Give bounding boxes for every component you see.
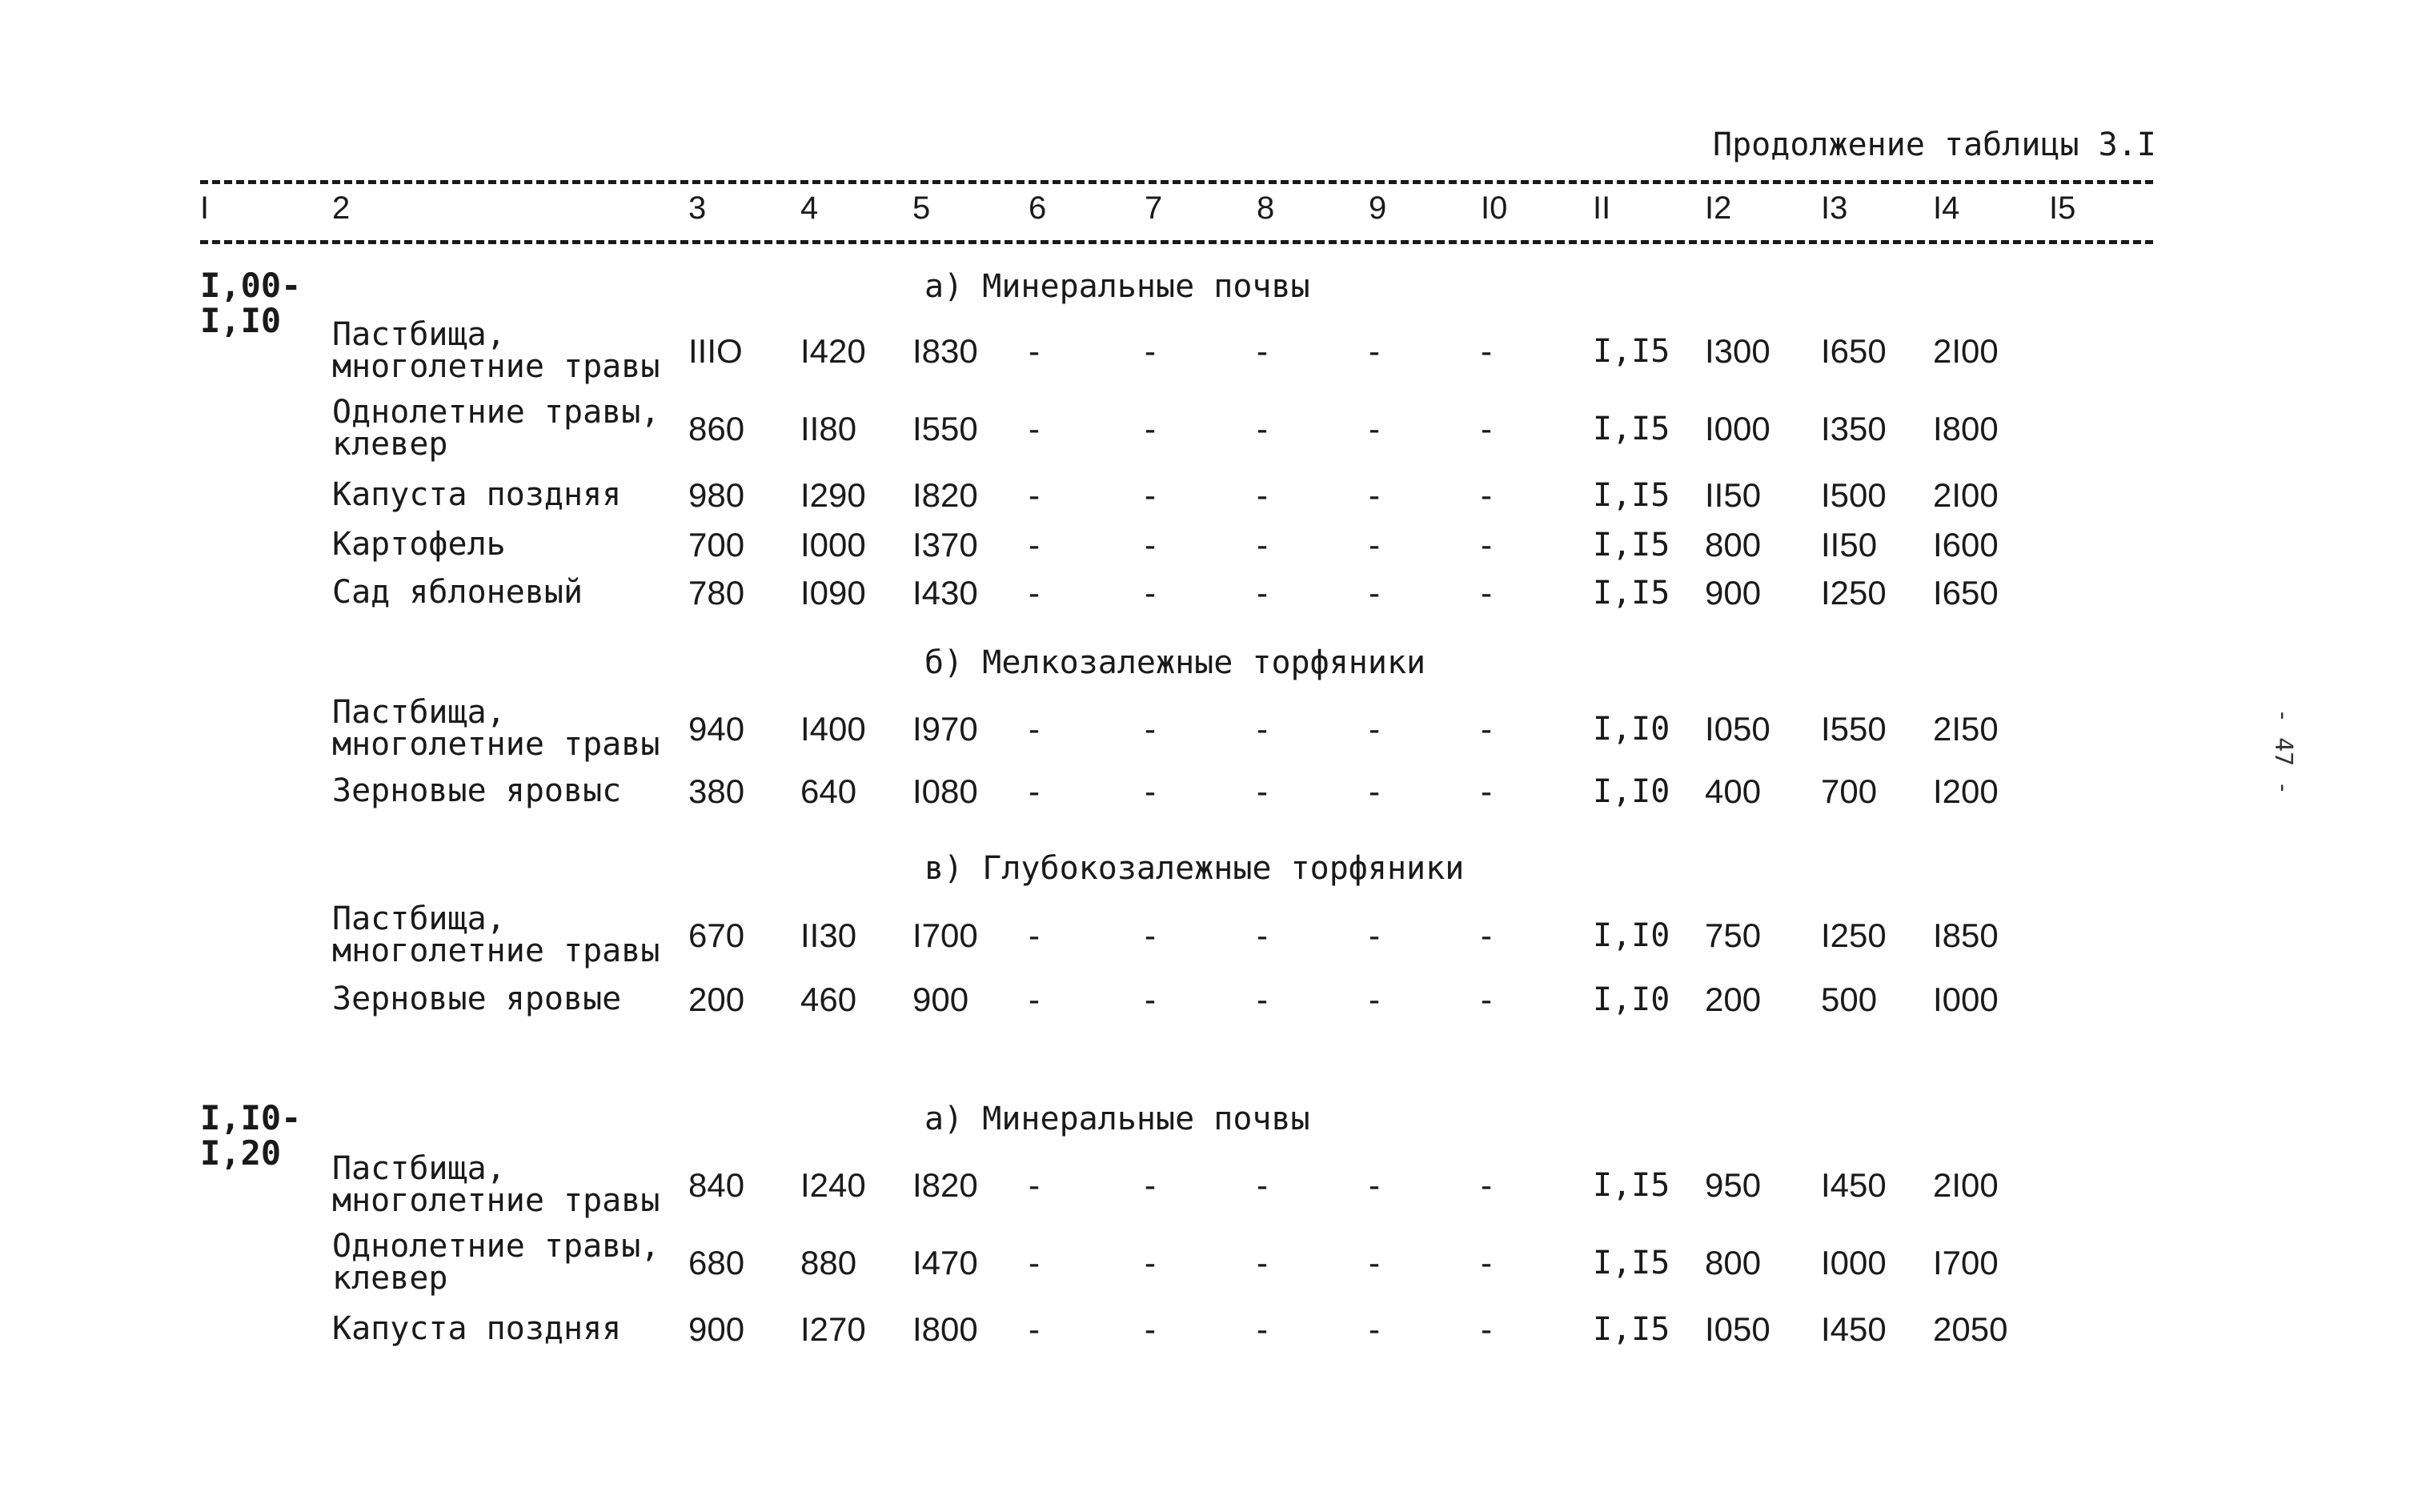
table-cell: - bbox=[1257, 710, 1268, 748]
table-cell: - bbox=[1145, 526, 1156, 563]
table-cell: - bbox=[1369, 710, 1380, 748]
table-cell: IIIO bbox=[688, 332, 743, 370]
table-cell: - bbox=[1369, 772, 1380, 810]
table-cell: - bbox=[1481, 476, 1492, 514]
row-crop-name: Пастбища, многолетние травы bbox=[332, 1150, 660, 1219]
table-cell: - bbox=[1029, 772, 1040, 810]
table-cell: 700 bbox=[1821, 772, 1878, 810]
table-cell: I700 bbox=[912, 916, 978, 954]
column-header: I5 bbox=[2049, 191, 2076, 226]
table-cell: I830 bbox=[912, 332, 978, 370]
table-cell: - bbox=[1369, 1166, 1380, 1204]
table-row bbox=[0, 1297, 2410, 1361]
table-cell: I550 bbox=[912, 410, 978, 447]
table-cell: I,I5 bbox=[1593, 1311, 1670, 1348]
section-title: б) Мелкозалежные торфяники bbox=[924, 644, 1426, 681]
table-cell: I500 bbox=[1821, 476, 1887, 514]
table-cell: 750 bbox=[1705, 916, 1762, 954]
table-cell: - bbox=[1029, 710, 1040, 748]
table-cell: I000 bbox=[1705, 410, 1770, 447]
table-cell: I090 bbox=[800, 574, 866, 612]
column-header: I4 bbox=[1933, 191, 1960, 226]
table-row bbox=[0, 1150, 2410, 1219]
row-crop-name: Пастбища, многолетние травы bbox=[332, 900, 660, 969]
table-cell: 940 bbox=[688, 710, 745, 748]
table-cell: 880 bbox=[800, 1244, 857, 1281]
table-cell: I550 bbox=[1821, 710, 1887, 748]
table-cell: - bbox=[1145, 1244, 1156, 1281]
row-crop-name: Картофель bbox=[332, 526, 506, 563]
table-cell: II80 bbox=[800, 410, 857, 447]
row-crop-name: Зерновые яровыс bbox=[332, 772, 622, 809]
table-cell: II30 bbox=[800, 916, 857, 954]
table-cell: 200 bbox=[688, 981, 745, 1018]
table-cell: - bbox=[1369, 410, 1380, 447]
table-cell: - bbox=[1029, 332, 1040, 370]
table-cell: I700 bbox=[1933, 1244, 1999, 1281]
table-cell: II50 bbox=[1705, 476, 1762, 514]
table-cell: - bbox=[1369, 526, 1380, 563]
table-cell: - bbox=[1029, 916, 1040, 954]
column-header: 7 bbox=[1145, 191, 1163, 226]
table-cell: I240 bbox=[800, 1166, 866, 1204]
table-cell: - bbox=[1029, 1166, 1040, 1204]
table-cell: I820 bbox=[912, 1166, 978, 1204]
table-cell: - bbox=[1145, 332, 1156, 370]
table-cell: - bbox=[1029, 1310, 1040, 1348]
table-cell: I200 bbox=[1933, 772, 1999, 810]
column-header: 2 bbox=[332, 191, 351, 226]
table-cell: I270 bbox=[800, 1310, 866, 1348]
table-cell: - bbox=[1257, 574, 1268, 612]
table-cell: 800 bbox=[1705, 526, 1762, 563]
table-cell: - bbox=[1257, 332, 1268, 370]
table-row bbox=[0, 316, 2410, 385]
column-header: I3 bbox=[1821, 191, 1848, 226]
table-cell: I820 bbox=[912, 476, 978, 514]
table-cell: 2I00 bbox=[1933, 332, 1999, 370]
table-cell: - bbox=[1481, 410, 1492, 447]
table-cell: I,I5 bbox=[1593, 527, 1670, 563]
table-cell: - bbox=[1369, 916, 1380, 954]
header-top-rule bbox=[200, 180, 2153, 184]
table-cell: I,I0 bbox=[1593, 711, 1670, 748]
column-header: 5 bbox=[912, 191, 931, 226]
table-cell: I250 bbox=[1821, 916, 1887, 954]
table-cell: - bbox=[1145, 1310, 1156, 1348]
table-cell: I450 bbox=[1821, 1166, 1887, 1204]
table-cell: - bbox=[1029, 476, 1040, 514]
table-cell: 2I00 bbox=[1933, 1166, 1999, 1204]
table-cell: - bbox=[1029, 410, 1040, 447]
table-cell: 2I50 bbox=[1933, 710, 1999, 748]
table-row bbox=[0, 694, 2410, 763]
table-cell: - bbox=[1145, 410, 1156, 447]
table-cell: I350 bbox=[1821, 410, 1887, 447]
table-cell: - bbox=[1369, 1244, 1380, 1281]
table-cell: 670 bbox=[688, 916, 745, 954]
table-cell: I800 bbox=[1933, 410, 1999, 447]
table-cell: I,I5 bbox=[1593, 1167, 1670, 1204]
table-cell: - bbox=[1481, 916, 1492, 954]
table-cell: 680 bbox=[688, 1244, 745, 1281]
table-cell: - bbox=[1145, 1166, 1156, 1204]
table-cell: II50 bbox=[1821, 526, 1878, 563]
column-header: I0 bbox=[1481, 191, 1508, 226]
row-crop-name: Пастбища, многолетние травы bbox=[332, 316, 660, 385]
table-cell: - bbox=[1481, 772, 1492, 810]
table-cell: 980 bbox=[688, 476, 745, 514]
table-cell: - bbox=[1481, 981, 1492, 1018]
table-cell: I430 bbox=[912, 574, 978, 612]
table-cell: - bbox=[1145, 772, 1156, 810]
table-cell: - bbox=[1369, 1310, 1380, 1348]
table-cell: - bbox=[1369, 981, 1380, 1018]
table-cell: I,I5 bbox=[1593, 477, 1670, 514]
table-cell: - bbox=[1257, 410, 1268, 447]
table-cell: I450 bbox=[1821, 1310, 1887, 1348]
row-crop-name: Однолетние травы, клевер bbox=[332, 1228, 660, 1297]
table-cell: I420 bbox=[800, 332, 866, 370]
table-cell: I290 bbox=[800, 476, 866, 514]
table-cell: I600 bbox=[1933, 526, 1999, 563]
table-cell: 900 bbox=[1705, 574, 1762, 612]
column-header: 8 bbox=[1257, 191, 1275, 226]
table-row bbox=[0, 900, 2410, 969]
table-cell: 900 bbox=[688, 1310, 745, 1348]
table-cell: - bbox=[1481, 1310, 1492, 1348]
section-title: в) Глубокозалежные торфяники bbox=[924, 850, 1465, 887]
table-cell: 400 bbox=[1705, 772, 1762, 810]
table-cell: - bbox=[1145, 916, 1156, 954]
table-cell: - bbox=[1257, 526, 1268, 563]
table-cell: - bbox=[1029, 574, 1040, 612]
table-cell: - bbox=[1257, 1310, 1268, 1348]
row-crop-name: Капуста поздняя bbox=[332, 476, 622, 513]
table-cell: - bbox=[1369, 574, 1380, 612]
table-cell: I050 bbox=[1705, 710, 1770, 748]
table-cell: - bbox=[1145, 476, 1156, 514]
table-cell: 860 bbox=[688, 410, 745, 447]
table-cell: 380 bbox=[688, 772, 745, 810]
table-cell: I,I5 bbox=[1593, 411, 1670, 447]
table-cell: - bbox=[1481, 710, 1492, 748]
table-cell: 2050 bbox=[1933, 1310, 2008, 1348]
table-cell: I970 bbox=[912, 710, 978, 748]
table-cell: - bbox=[1481, 526, 1492, 563]
row-crop-name: Пастбища, многолетние травы bbox=[332, 694, 660, 763]
table-cell: 700 bbox=[688, 526, 745, 563]
table-cell: 800 bbox=[1705, 1244, 1762, 1281]
table-cell: I650 bbox=[1933, 574, 1999, 612]
table-cell: - bbox=[1481, 574, 1492, 612]
table-cell: - bbox=[1369, 332, 1380, 370]
table-cell: I300 bbox=[1705, 332, 1770, 370]
table-cell: I,I0 bbox=[1593, 917, 1670, 954]
table-cell: I,I5 bbox=[1593, 1245, 1670, 1281]
table-cell: - bbox=[1029, 1244, 1040, 1281]
table-cell: I000 bbox=[1821, 1244, 1887, 1281]
table-cell: - bbox=[1029, 526, 1040, 563]
column-header: 9 bbox=[1369, 191, 1387, 226]
section-title: а) Минеральные почвы bbox=[924, 268, 1310, 305]
table-cell: I,I0 bbox=[1593, 773, 1670, 810]
table-cell: 200 bbox=[1705, 981, 1762, 1018]
table-row bbox=[0, 560, 2410, 624]
column-header: II bbox=[1593, 191, 1611, 226]
table-cell: - bbox=[1369, 476, 1380, 514]
table-cell: - bbox=[1481, 332, 1492, 370]
group-range-label: I,I0- I,20 bbox=[200, 1098, 302, 1173]
column-header: I bbox=[200, 191, 210, 226]
row-crop-name: Зерновые яровые bbox=[332, 981, 622, 1017]
table-cell: 780 bbox=[688, 574, 745, 612]
table-cell: I,I5 bbox=[1593, 333, 1670, 370]
table-cell: - bbox=[1257, 476, 1268, 514]
table-cell: 2I00 bbox=[1933, 476, 1999, 514]
table-cell: I400 bbox=[800, 710, 866, 748]
table-cell: 640 bbox=[800, 772, 857, 810]
table-row bbox=[0, 394, 2410, 463]
table-cell: - bbox=[1145, 981, 1156, 1018]
section-title: а) Минеральные почвы bbox=[924, 1101, 1310, 1137]
table-cell: 950 bbox=[1705, 1166, 1762, 1204]
table-continuation-title: Продолжение таблицы 3.I bbox=[1713, 126, 2156, 163]
header-bottom-rule bbox=[200, 240, 2153, 244]
table-cell: 900 bbox=[912, 981, 969, 1018]
table-cell: I370 bbox=[912, 526, 978, 563]
column-header: 6 bbox=[1029, 191, 1047, 226]
table-cell: I,I5 bbox=[1593, 575, 1670, 612]
table-cell: I,I0 bbox=[1593, 981, 1670, 1018]
table-cell: I250 bbox=[1821, 574, 1887, 612]
table-cell: - bbox=[1257, 916, 1268, 954]
row-crop-name: Капуста поздняя bbox=[332, 1310, 622, 1347]
column-header: I2 bbox=[1705, 191, 1732, 226]
table-cell: I000 bbox=[1933, 981, 1999, 1018]
row-crop-name: Сад яблоневый bbox=[332, 574, 583, 611]
column-header: 4 bbox=[800, 191, 819, 226]
table-cell: - bbox=[1257, 772, 1268, 810]
table-cell: - bbox=[1257, 1166, 1268, 1204]
table-cell: I850 bbox=[1933, 916, 1999, 954]
table-row bbox=[0, 967, 2410, 1031]
table-cell: - bbox=[1029, 981, 1040, 1018]
group-range-label: I,00- I,I0 bbox=[200, 266, 302, 340]
column-header: 3 bbox=[688, 191, 707, 226]
table-cell: I470 bbox=[912, 1244, 978, 1281]
table-cell: 500 bbox=[1821, 981, 1878, 1018]
table-cell: - bbox=[1481, 1166, 1492, 1204]
table-cell: - bbox=[1145, 710, 1156, 748]
table-row bbox=[0, 1228, 2410, 1297]
table-cell: I650 bbox=[1821, 332, 1887, 370]
table-cell: I000 bbox=[800, 526, 866, 563]
table-cell: - bbox=[1481, 1244, 1492, 1281]
table-cell: I800 bbox=[912, 1310, 978, 1348]
table-row bbox=[0, 759, 2410, 823]
table-cell: - bbox=[1257, 1244, 1268, 1281]
table-cell: - bbox=[1145, 574, 1156, 612]
table-cell: I080 bbox=[912, 772, 978, 810]
table-cell: 460 bbox=[800, 981, 857, 1018]
table-cell: - bbox=[1257, 981, 1268, 1018]
page-number-mark: - 47 - bbox=[2269, 708, 2297, 796]
table-cell: 840 bbox=[688, 1166, 745, 1204]
table-cell: I050 bbox=[1705, 1310, 1770, 1348]
row-crop-name: Однолетние травы, клевер bbox=[332, 394, 660, 463]
